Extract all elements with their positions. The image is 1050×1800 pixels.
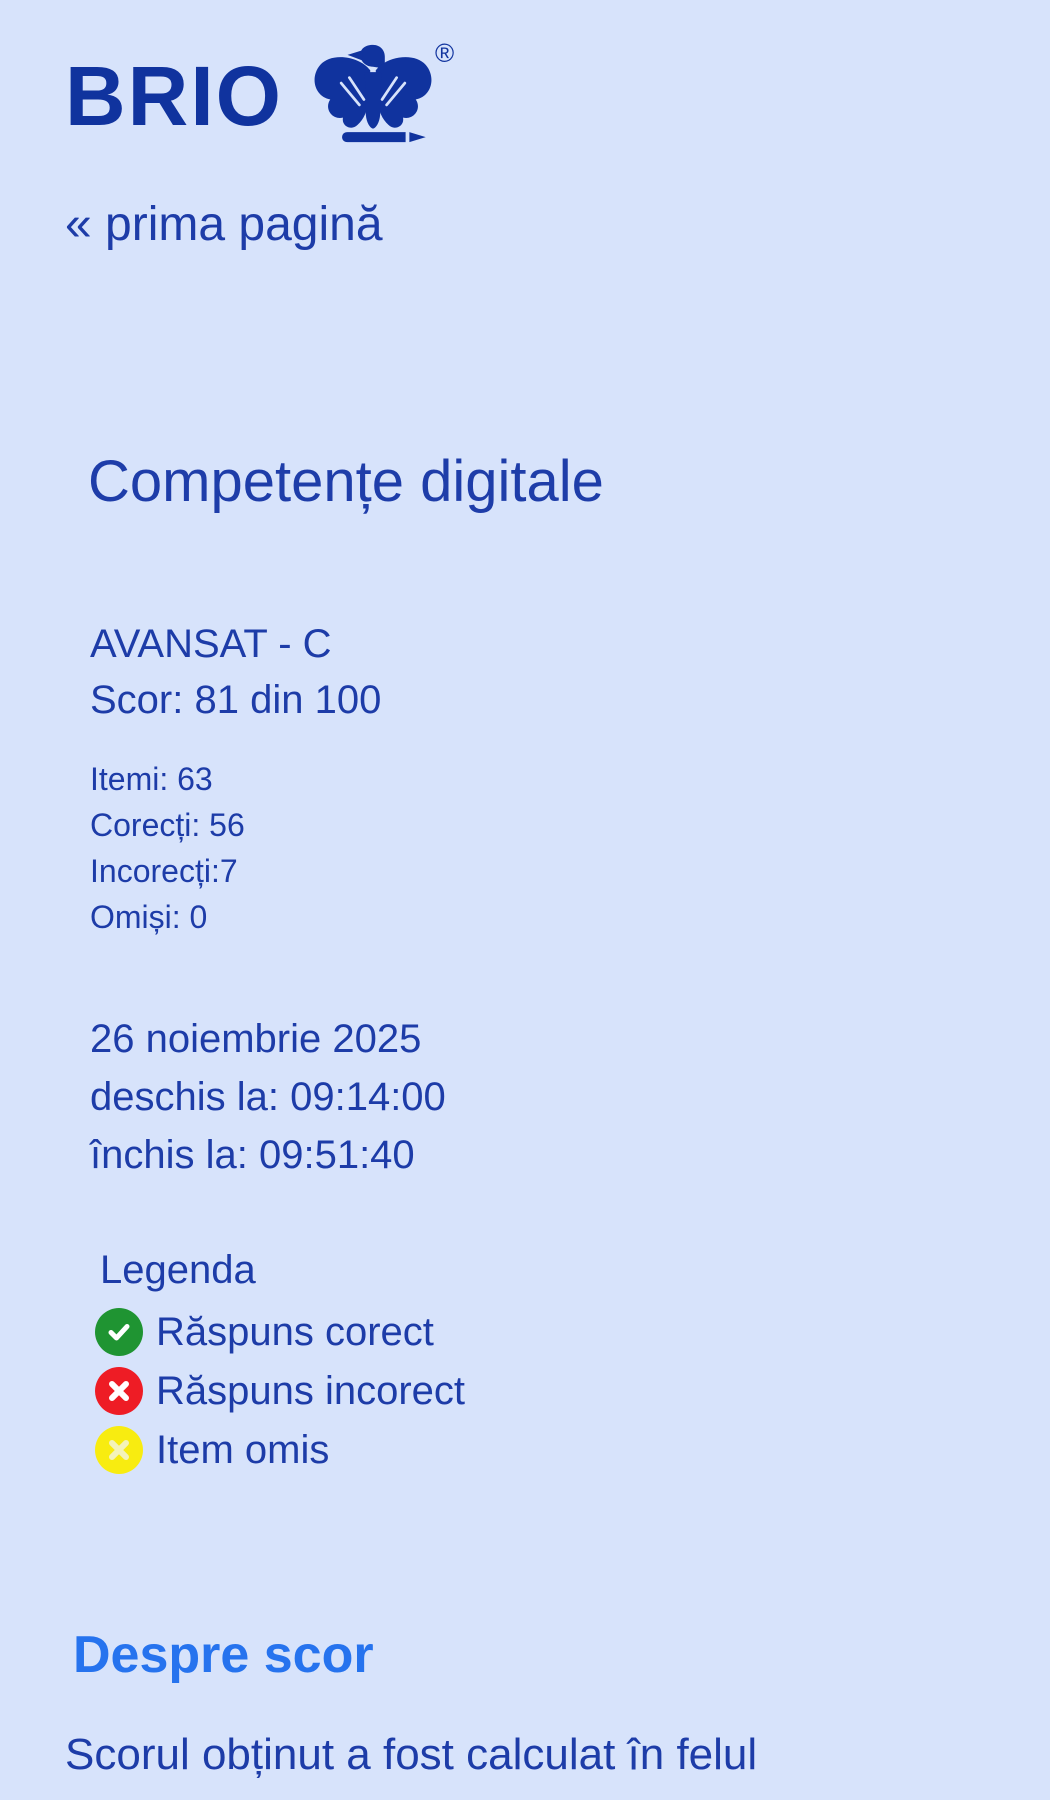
legend-list	[95, 1308, 465, 1485]
report-level: AVANSAT - C	[90, 622, 332, 666]
session-closed-at: închis la: 09:51:40	[90, 1133, 415, 1177]
session-opened-at: deschis la: 09:14:00	[90, 1075, 446, 1119]
brio-eagle-pencil-icon	[313, 44, 433, 149]
registered-trademark-mark: ®	[435, 38, 455, 68]
stat-correct: Corecți: 56	[90, 807, 245, 843]
brio-logo-text: BRIO	[65, 49, 283, 143]
back-to-home-link[interactable]: « prima pagină	[65, 198, 383, 251]
report-session	[90, 1010, 446, 1184]
legend-label-omitted: Item omis	[156, 1427, 330, 1472]
about-score-heading: Despre scor	[73, 1626, 374, 1684]
about-score-paragraph: Scorul obținut a fost calculat în felul	[65, 1730, 758, 1779]
stat-incorrect: Incorecți:7	[90, 853, 238, 889]
check-circle-icon	[95, 1308, 143, 1356]
x-circle-icon	[95, 1367, 143, 1415]
legend-row-omitted	[95, 1426, 465, 1474]
legend-row-correct	[95, 1308, 465, 1356]
x-circle-icon	[95, 1426, 143, 1474]
legend-row-incorrect	[95, 1367, 465, 1415]
report-title: Competențe digitale	[88, 449, 604, 514]
legend-label-correct: Răspuns corect	[156, 1309, 434, 1354]
brio-logo	[65, 40, 454, 149]
legend-label-incorrect: Răspuns incorect	[156, 1368, 466, 1413]
report-stats	[90, 756, 245, 940]
session-date: 26 noiembrie 2025	[90, 1017, 422, 1061]
stat-omitted: Omiși: 0	[90, 899, 208, 935]
legend-title: Legenda	[100, 1248, 256, 1292]
report-score: Scor: 81 din 100	[90, 678, 382, 722]
stat-items: Itemi: 63	[90, 761, 213, 797]
